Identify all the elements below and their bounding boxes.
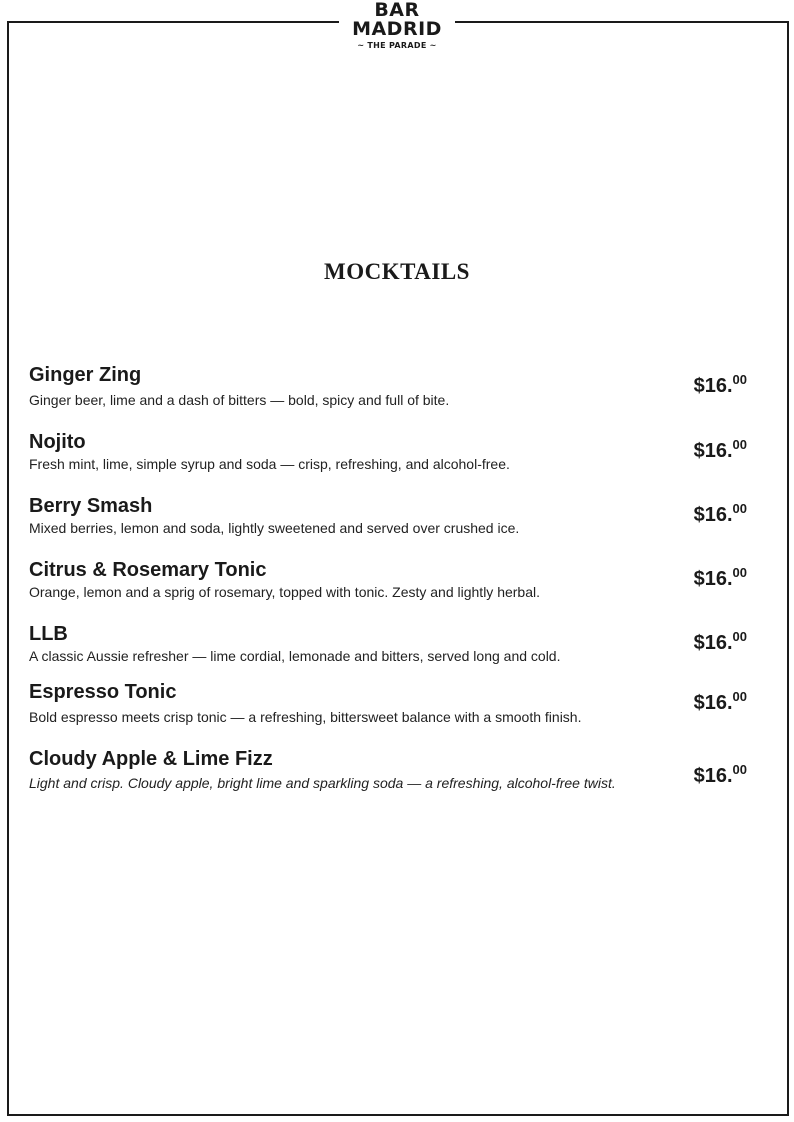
price-cents: 00 bbox=[732, 437, 747, 452]
menu-item bbox=[29, 363, 769, 410]
menu-item bbox=[29, 558, 769, 602]
item-name: Citrus & Rosemary Tonic bbox=[29, 559, 267, 581]
menu-item bbox=[29, 747, 769, 793]
item-description: Orange, lemon and a sprig of rosemary, topped with tonic. Zesty and lightly herbal. bbox=[29, 584, 541, 600]
item-price bbox=[693, 372, 747, 398]
price-cents: 00 bbox=[732, 762, 747, 777]
price-dollars: $16. bbox=[693, 440, 733, 462]
price-cents: 00 bbox=[732, 501, 747, 516]
logo-line-bar: BAR bbox=[374, 0, 420, 21]
item-description: Bold espresso meets crisp tonic — a refreshing, bittersweet balance with a smooth finish. bbox=[29, 709, 582, 725]
price-cents: 00 bbox=[732, 565, 747, 580]
item-description: Fresh mint, lime, simple syrup and soda — crisp, refreshing, and alcohol-free. bbox=[29, 456, 510, 472]
item-price bbox=[693, 565, 747, 591]
item-name: Cloudy Apple & Lime Fizz bbox=[29, 748, 273, 770]
section-title: MOCKTAILS bbox=[324, 259, 470, 284]
price-dollars: $16. bbox=[693, 632, 733, 654]
item-description: Light and crisp. Cloudy apple, bright lime and sparkling soda — a refreshing, alcohol-free twist. bbox=[29, 775, 616, 791]
item-name: Nojito bbox=[29, 431, 86, 453]
bar-madrid-logo bbox=[339, 0, 455, 62]
price-dollars: $16. bbox=[693, 765, 733, 787]
price-cents: 00 bbox=[732, 629, 747, 644]
item-description: Ginger beer, lime and a dash of bitters — bold, spicy and full of bite. bbox=[29, 392, 450, 408]
item-price bbox=[693, 501, 747, 527]
item-name: LLB bbox=[29, 623, 68, 645]
item-name: Ginger Zing bbox=[29, 364, 142, 386]
price-dollars: $16. bbox=[693, 504, 733, 526]
price-dollars: $16. bbox=[693, 568, 733, 590]
menu-item bbox=[29, 430, 769, 474]
item-price bbox=[693, 437, 747, 463]
price-dollars: $16. bbox=[693, 375, 733, 397]
price-cents: 00 bbox=[732, 372, 747, 387]
item-name: Espresso Tonic bbox=[29, 681, 177, 703]
menu-item bbox=[29, 494, 769, 538]
price-cents: 00 bbox=[732, 689, 747, 704]
item-price bbox=[693, 689, 747, 715]
item-description: A classic Aussie refresher — lime cordial, lemonade and bitters, served long and cold. bbox=[29, 648, 561, 664]
item-price bbox=[693, 629, 747, 655]
menu-item bbox=[29, 622, 769, 666]
item-price bbox=[693, 762, 747, 788]
menu-list bbox=[29, 363, 769, 813]
item-description: Mixed berries, lemon and soda, lightly sweetened and served over crushed ice. bbox=[29, 520, 520, 536]
logo-subtitle: ~ THE PARADE ~ bbox=[357, 41, 437, 50]
price-dollars: $16. bbox=[693, 692, 733, 714]
item-name: Berry Smash bbox=[29, 495, 153, 517]
logo-line-madrid: MADRID bbox=[352, 18, 442, 40]
menu-item bbox=[29, 680, 769, 727]
